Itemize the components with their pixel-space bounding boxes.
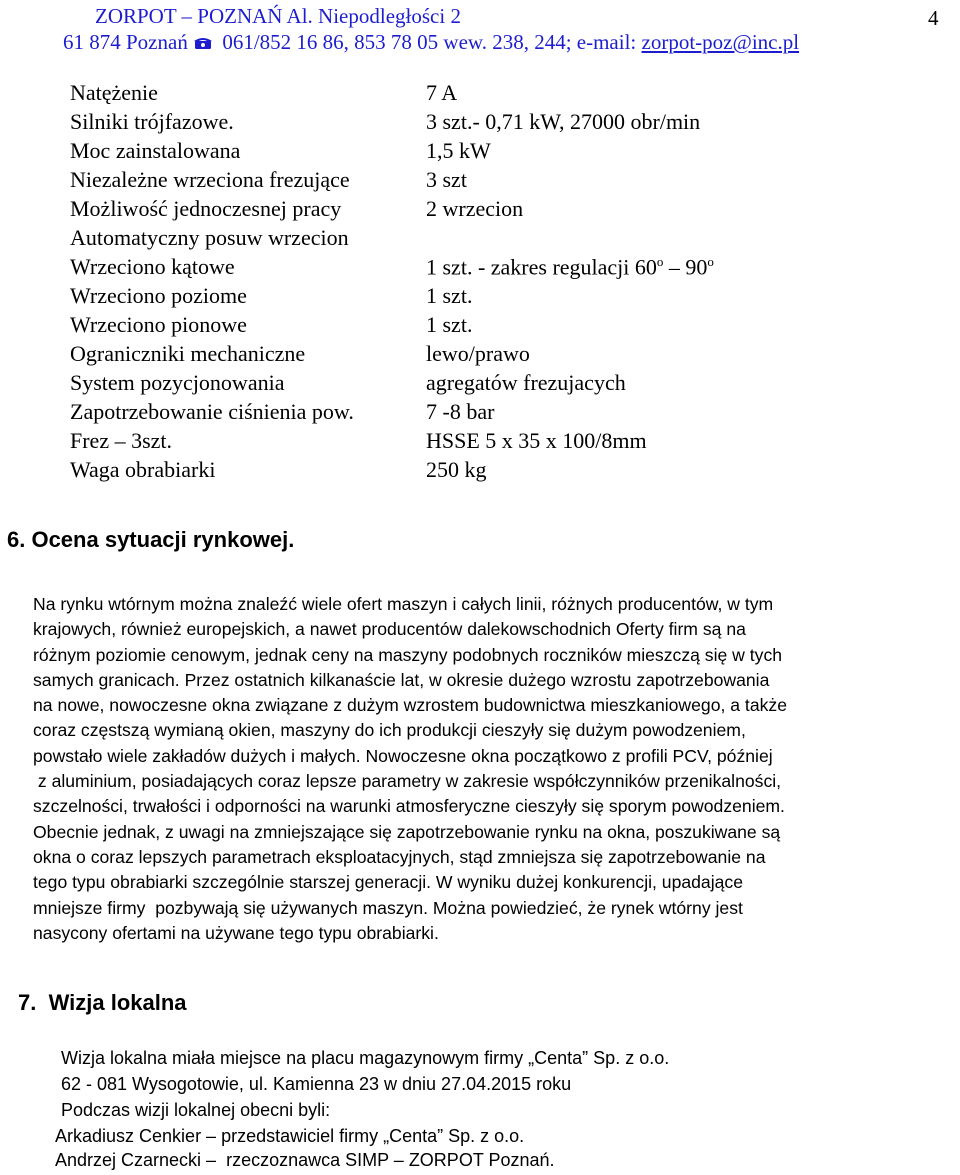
spec-label: Silniki trójfazowe. bbox=[70, 109, 234, 134]
phone-icon bbox=[193, 31, 213, 45]
paragraph-line: Na rynku wtórnym można znaleźć wiele ofert maszyn i całych linii, różnych producentów, w tym bbox=[33, 594, 774, 614]
spec-value: 3 szt.- 0,71 kW, 27000 obr/min bbox=[426, 109, 701, 134]
header-address: ZORPOT – POZNAŃ Al. Niepodległości 2 bbox=[95, 4, 461, 28]
spec-value: 1 szt. bbox=[426, 312, 473, 337]
section-6-heading: 6. Ocena sytuacji rynkowej. bbox=[7, 527, 295, 552]
paragraph-line: różnym poziomie cenowym, jednak ceny na maszyny podobnych roczników mieszczą się w tych bbox=[33, 644, 783, 665]
paragraph-line: krajowych, również europejskich, a nawet producentów dalekowschodnich Oferty firm są na bbox=[33, 619, 746, 640]
paragraph-line: nasycony ofertami na używane tego typu obrabiarki. bbox=[33, 922, 439, 943]
spec-label: Frez – 3szt. bbox=[70, 428, 173, 453]
paragraph-line: Obecnie jednak, z uwagi na zmniejszające się zapotrzebowanie rynku na okna, poszukiwane są bbox=[33, 821, 781, 842]
spec-label: Ograniczniki mechaniczne bbox=[70, 341, 306, 366]
paragraph-line: powstało wiele zakładów dużych i małych. Nowoczesne okna początkowo z profili PCV, później bbox=[33, 745, 773, 766]
paragraph-line: samych granicach. Przez ostatnich kilkanaście lat, w okresie dużego wzrostu zapotrzebowania bbox=[33, 669, 770, 690]
spec-label: System pozycjonowania bbox=[70, 370, 285, 395]
spec-value: 1 szt. - zakres regulacji 60$^o$ – 90$^o$ bbox=[426, 254, 714, 280]
paragraph-line: tego typu obrabiarki szczególnie starszej generacji. W wyniku dużej konkurencji, upadające bbox=[33, 872, 743, 893]
spec-value: 7 A bbox=[426, 80, 458, 105]
paragraph-line: z aluminium, posiadających coraz lepsze parametry w zakresie współczynników przenikalności, bbox=[33, 771, 782, 792]
spec-value: HSSE 5 x 35 x 100/8mm bbox=[426, 428, 647, 453]
paragraph-line: coraz częstszą wymianą okien, maszyny do ich produkcji cieszyły się dużym powodzeniem, bbox=[33, 720, 746, 741]
spec-value: lewo/prawo bbox=[426, 341, 530, 366]
spec-value: 250 kg bbox=[426, 457, 487, 482]
spec-label: Możliwość jednoczesnej pracy bbox=[70, 196, 342, 221]
inspection-line: Podczas wizji lokalnej obecni byli: bbox=[61, 1100, 331, 1120]
header-phone-numbers: 061/852 16 86, 853 78 05 wew. 238, 244; e-mail: bbox=[222, 30, 637, 54]
inspection-line: Andrzej Czarnecki – rzeczoznawca SIMP – ZORPOT Poznań. bbox=[55, 1150, 555, 1170]
market-analysis-paragraph bbox=[33, 592, 960, 946]
spec-value: 3 szt bbox=[426, 167, 467, 192]
page-number: 4 bbox=[928, 6, 939, 30]
header-email-link[interactable]: zorpot-poz@inc.pl bbox=[641, 30, 800, 54]
spec-label: Waga obrabiarki bbox=[70, 457, 216, 482]
spec-label: Wrzeciono poziome bbox=[70, 283, 247, 308]
paragraph-line: mniejsze firmy pozbywają się używanych maszyn. Można powiedzieć, że rynek wtórny jest bbox=[33, 897, 743, 918]
spec-value: 7 -8 bar bbox=[426, 399, 495, 424]
spec-label: Wrzeciono pionowe bbox=[70, 312, 247, 337]
spec-label: Moc zainstalowana bbox=[70, 138, 241, 163]
spec-value: agregatów frezujacych bbox=[426, 370, 626, 395]
spec-value: 1 szt. bbox=[426, 283, 473, 308]
spec-value: 1,5 kW bbox=[426, 138, 491, 163]
inspection-line: Arkadiusz Cenkier – przedstawiciel firmy „Centa” Sp. z o.o. bbox=[55, 1126, 525, 1146]
paragraph-line: okna o coraz lepszych parametrach eksploatacyjnych, stąd zmniejsza się zapotrzebowanie na bbox=[33, 846, 766, 867]
spec-label: Zapotrzebowanie ciśnienia pow. bbox=[70, 399, 354, 424]
section-7-heading: 7. Wizja lokalna bbox=[18, 990, 187, 1015]
paragraph-line: szczelności, trwałości i odporności na warunki atmosferyczne cieszyły się sporym powodzeniem. bbox=[33, 796, 785, 817]
spec-label: Automatyczny posuw wrzecion bbox=[70, 225, 349, 250]
header-city: 61 874 Poznań bbox=[63, 30, 188, 54]
inspection-line: Wizja lokalna miała miejsce na placu magazynowym firmy „Centa” Sp. z o.o. bbox=[61, 1048, 670, 1068]
spec-value: 2 wrzecion bbox=[426, 196, 524, 221]
inspection-line: 62 - 081 Wysogotowie, ul. Kamienna 23 w dniu 27.04.2015 roku bbox=[61, 1074, 572, 1094]
spec-label: Natężenie bbox=[70, 80, 158, 105]
spec-label: Niezależne wrzeciona frezujące bbox=[70, 167, 350, 192]
paragraph-line: na nowe, nowoczesne okna związane z dużym wzrostem budownictwa mieszkaniowego, a także bbox=[33, 695, 787, 716]
header-contact bbox=[63, 30, 799, 55]
spec-label: Wrzeciono kątowe bbox=[70, 254, 235, 279]
